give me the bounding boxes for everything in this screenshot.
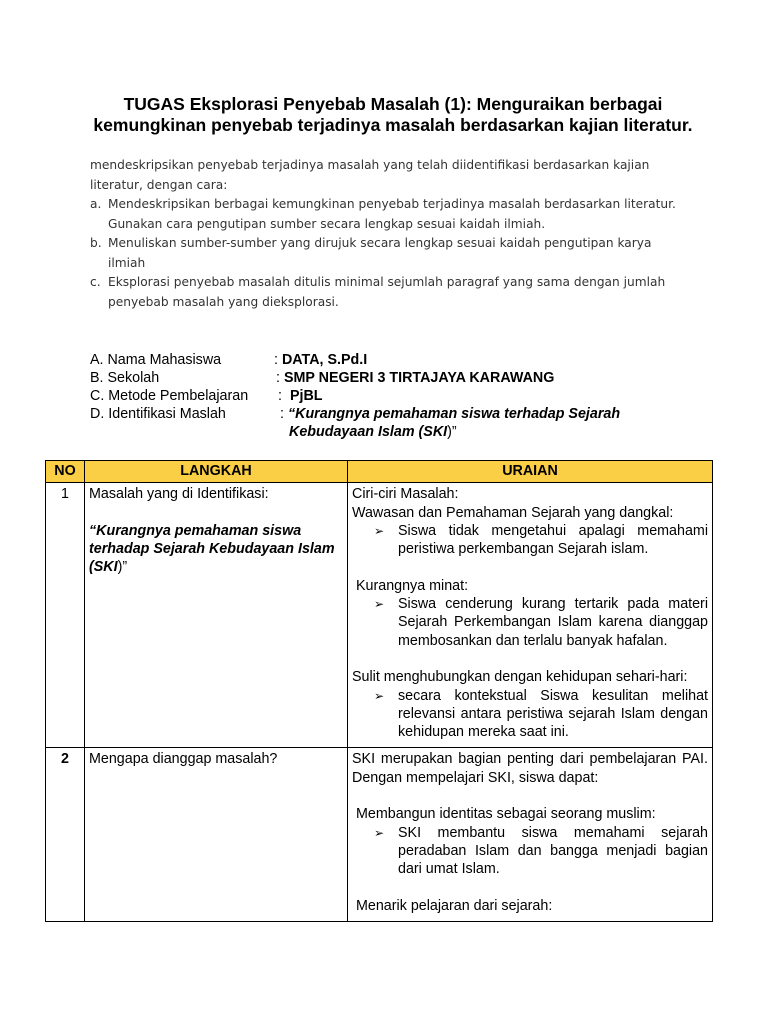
metode-label: C. Metode Pembelajaran [90, 388, 249, 404]
spacer [352, 558, 708, 576]
nama-label: A. Nama Mahasiswa [90, 352, 222, 368]
instruction-text: Menuliskan sumber-sumber yang dirujuk secara lengkap sesuai kaidah pengutipan karya ilmiah [108, 236, 652, 270]
identifikasi-value-line2: Kebudayaan Islam (SKI [289, 424, 448, 440]
nama-value: DATA, S.Pd.I [281, 352, 368, 368]
bullet-text: SKI membantu siswa memahami sejarah peradaban Islam dan bangga menjadi bagian dari umat Islam. [398, 824, 708, 878]
exploration-table [45, 460, 713, 922]
separator: : [278, 388, 282, 404]
nama-field [274, 351, 367, 369]
table-row [46, 483, 713, 748]
spacer [352, 650, 708, 668]
header-no: NO [46, 461, 85, 483]
problem-statement [89, 522, 343, 577]
metode-value: PjBL [289, 388, 323, 404]
row-number: 1 [46, 483, 85, 748]
metode-field [278, 387, 323, 405]
instructions-paragraph: mendeskripsikan penyebab terjadinya masalah yang telah diidentifikasi berdasarkan kajian literatur, dengan cara: [90, 158, 650, 192]
table-row [46, 748, 713, 922]
identifikasi-label: D. Identifikasi Maslah [90, 406, 226, 422]
langkah-label: Mengapa dianggap masalah? [89, 751, 278, 768]
spacer [352, 787, 708, 805]
arrow-bullet-icon: ➢ [374, 597, 385, 612]
instruction-marker: b. [90, 236, 102, 250]
langkah-cell [85, 483, 348, 748]
document-title: TUGAS Eksplorasi Penyebab Masalah (1): Menguraikan berbagai kemungkinan penyebab terjadinya masalah berdasarkan kajian literatur. [93, 94, 693, 135]
bullet-item [352, 522, 708, 559]
arrow-bullet-icon: ➢ [374, 825, 385, 840]
sekolah-field [276, 369, 554, 387]
instructions [90, 156, 690, 312]
bullet-item [352, 824, 708, 879]
separator: : [276, 370, 280, 386]
uraian-heading: Wawasan dan Pemahaman Sejarah yang dangkal: [352, 504, 674, 521]
identifikasi-field [280, 405, 620, 423]
sekolah-label: B. Sekolah [90, 370, 160, 386]
bullet-text: Siswa tidak mengetahui apalagi memahami peristiwa perkembangan Sejarah islam. [398, 522, 708, 558]
sekolah-value: SMP NEGERI 3 TIRTAJAYA KARAWANG [283, 370, 555, 386]
bullet-item [352, 687, 708, 742]
uraian-heading: Ciri-ciri Masalah: [352, 486, 459, 503]
bullet-item [352, 595, 708, 650]
langkah-label: Masalah yang di Identifikasi: [89, 486, 269, 503]
header-langkah: LANGKAH [85, 461, 348, 483]
instruction-text: Eksplorasi penyebab masalah ditulis minimal sejumlah paragraf yang sama dengan jumlah penyebab masalah yang dieksplorasi. [108, 275, 666, 309]
instruction-marker: a. [90, 197, 102, 211]
instruction-marker: c. [90, 275, 101, 289]
separator: : [274, 352, 278, 368]
bullet-text: secara kontekstual Siswa kesulitan melihat relevansi antara peristiwa sejarah Islam dengan kehidupan mereka saat ini. [398, 687, 708, 741]
separator: : [280, 406, 284, 422]
uraian-heading: Sulit menghubungkan dengan kehidupan sehari-hari: [352, 669, 688, 686]
identifikasi-continuation [289, 423, 457, 441]
spacer [352, 879, 708, 897]
uraian-intro: SKI merupakan bagian penting dari pembelajaran PAI. Dengan mempelajari SKI, siswa dapat: [352, 751, 708, 786]
problem-statement-text: “Kurangnya pemahaman siswa terhadap Sejarah Kebudayaan Islam (SKI [89, 522, 335, 576]
langkah-cell [85, 748, 348, 922]
uraian-cell [348, 483, 713, 748]
uraian-heading: Menarik pelajaran dari sejarah: [356, 897, 553, 914]
arrow-bullet-icon: ➢ [374, 688, 385, 703]
identifikasi-value-tail: )” [447, 424, 457, 440]
instruction-item-b [90, 234, 690, 273]
arrow-bullet-icon: ➢ [374, 523, 385, 538]
uraian-cell [348, 748, 713, 922]
table-header-row [46, 461, 713, 483]
bullet-text: Siswa cenderung kurang tertarik pada materi Sejarah Perkembangan Islam karena dianggap membosankan dan terlalu banyak hafalan. [398, 596, 708, 649]
instruction-item-a [90, 195, 690, 234]
row-number: 2 [46, 748, 85, 922]
instruction-item-c [90, 273, 690, 312]
header-uraian: URAIAN [348, 461, 713, 483]
uraian-heading: Kurangnya minat: [356, 577, 469, 594]
instruction-text: Mendeskripsikan berbagai kemungkinan penyebab terjadinya masalah berdasarkan literatur. Gunakan cara pengutipan sumber secara lengkap sesuai kaidah ilmiah. [108, 197, 676, 231]
identifikasi-value-line1: “Kurangnya pemahaman siswa terhadap Sejarah [287, 406, 621, 422]
problem-statement-tail: )” [117, 559, 128, 576]
uraian-heading: Membangun identitas sebagai seorang muslim: [356, 806, 656, 823]
